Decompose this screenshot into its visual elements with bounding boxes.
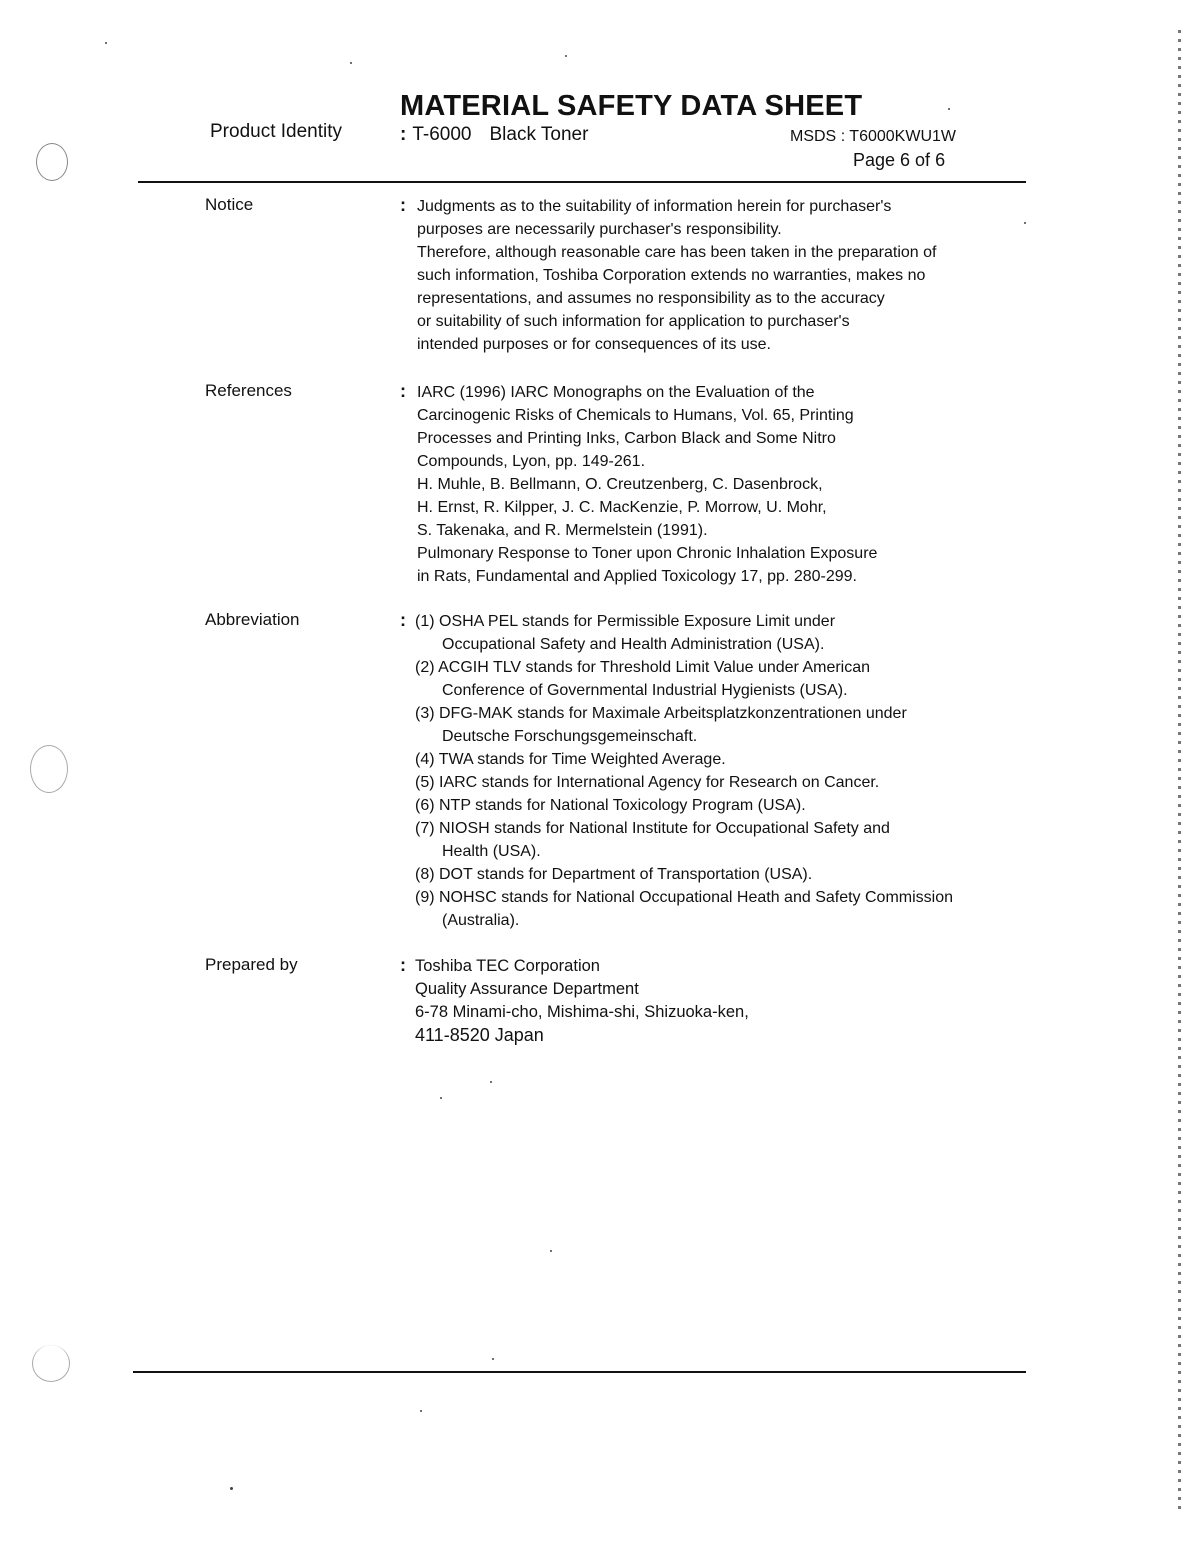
list-item: (7) NIOSH stands for National Institute for Occupational Safety and [415, 820, 890, 837]
scan-speck [350, 62, 352, 64]
punch-hole-bottom [32, 1345, 70, 1382]
scan-speck [490, 1081, 492, 1083]
product-identity-label: Product Identity [210, 121, 343, 142]
text-line: in Rats, Fundamental and Applied Toxicology 17, pp. 280-299. [417, 568, 857, 585]
text-line: H. Ernst, R. Kilpper, J. C. MacKenzie, P. Morrow, U. Mohr, [417, 499, 827, 516]
text-line: representations, and assumes no responsibility as to the accuracy [417, 290, 885, 307]
scan-speck [565, 55, 567, 57]
footer-divider [133, 1371, 1026, 1373]
section-body [415, 955, 1025, 1047]
scan-speck [105, 42, 107, 44]
section-label: References [205, 381, 292, 400]
text-line: Pulmonary Response to Toner upon Chronic Inhalation Exposure [417, 545, 878, 562]
text-line: S. Takenaka, and R. Mermelstein (1991). [417, 522, 708, 539]
text-line: 411-8520 Japan [415, 1025, 544, 1045]
text-line: such information, Toshiba Corporation extends no warranties, makes no [417, 267, 926, 284]
abbreviation-list [415, 610, 1025, 932]
product-name: Black Toner [489, 124, 589, 145]
list-item: (4) TWA stands for Time Weighted Average. [415, 751, 726, 768]
list-item-continuation: (Australia). [442, 912, 520, 929]
section-body [417, 195, 1027, 356]
document-title: MATERIAL SAFETY DATA SHEET [400, 90, 863, 122]
product-identity-value [400, 124, 588, 146]
text-line: Therefore, although reasonable care has been taken in the preparation of [417, 244, 937, 261]
section-label: Notice [205, 195, 254, 214]
header-divider [138, 181, 1026, 183]
list-item-continuation: Deutsche Forschungsgemeinschaft. [442, 728, 698, 745]
scan-speck [440, 1097, 442, 1099]
section-colon: : [400, 610, 406, 630]
product-code: T-6000 [412, 124, 472, 145]
text-line: Compounds, Lyon, pp. 149-261. [417, 453, 646, 470]
text-line: Toshiba TEC Corporation [415, 957, 600, 975]
text-line: Carcinogenic Risks of Chemicals to Humans, Vol. 65, Printing [417, 407, 854, 424]
list-item-continuation: Occupational Safety and Health Administration (USA). [442, 636, 825, 653]
text-line: IARC (1996) IARC Monographs on the Evaluation of the [417, 384, 815, 401]
scan-edge [1178, 30, 1181, 1510]
list-item: (9) NOHSC stands for National Occupational Heath and Safety Commission [415, 889, 954, 906]
section-label: Abbreviation [205, 610, 300, 629]
text-line: Quality Assurance Department [415, 980, 639, 998]
list-item: (5) IARC stands for International Agency for Research on Cancer. [415, 774, 880, 791]
msds-colon: : [840, 128, 846, 145]
text-line: Processes and Printing Inks, Carbon Black and Some Nitro [417, 430, 836, 447]
punch-hole-middle [30, 745, 68, 793]
section-label: Prepared by [205, 955, 298, 974]
msds-number [790, 128, 956, 146]
list-item: (2) ACGIH TLV stands for Threshold Limit Value under American [415, 659, 871, 676]
punch-hole-top [36, 143, 68, 181]
text-line: purposes are necessarily purchaser's responsibility. [417, 221, 782, 238]
text-line: or suitability of such information for application to purchaser's [417, 313, 850, 330]
msds-value: T6000KWU1W [849, 128, 956, 145]
section-body [417, 381, 1027, 588]
scan-speck [948, 108, 950, 110]
section-colon: : [400, 955, 406, 975]
section-colon: : [400, 195, 406, 215]
list-item-continuation: Conference of Governmental Industrial Hygienists (USA). [442, 682, 848, 699]
text-line: 6-78 Minami-cho, Mishima-shi, Shizuoka-ken, [415, 1003, 749, 1021]
list-item: (3) DFG-MAK stands for Maximale Arbeitsplatzkonzentrationen under [415, 705, 907, 722]
text-line: H. Muhle, B. Bellmann, O. Creutzenberg, C. Dasenbrock, [417, 476, 823, 493]
list-item: (6) NTP stands for National Toxicology Program (USA). [415, 797, 806, 814]
scan-speck [230, 1487, 233, 1490]
section-colon: : [400, 381, 406, 401]
text-line: intended purposes or for consequences of its use. [417, 336, 771, 353]
scan-speck [420, 1410, 422, 1412]
list-item: (1) OSHA PEL stands for Permissible Exposure Limit under [415, 613, 836, 630]
text-line: Judgments as to the suitability of information herein for purchaser's [417, 198, 892, 215]
scan-speck [550, 1250, 552, 1252]
list-item: (8) DOT stands for Department of Transportation (USA). [415, 866, 813, 883]
msds-label: MSDS [790, 128, 837, 145]
scan-speck [492, 1358, 494, 1360]
product-identity-colon: : [400, 124, 407, 145]
page-number: Page 6 of 6 [853, 150, 946, 170]
list-item-continuation: Health (USA). [442, 843, 541, 860]
